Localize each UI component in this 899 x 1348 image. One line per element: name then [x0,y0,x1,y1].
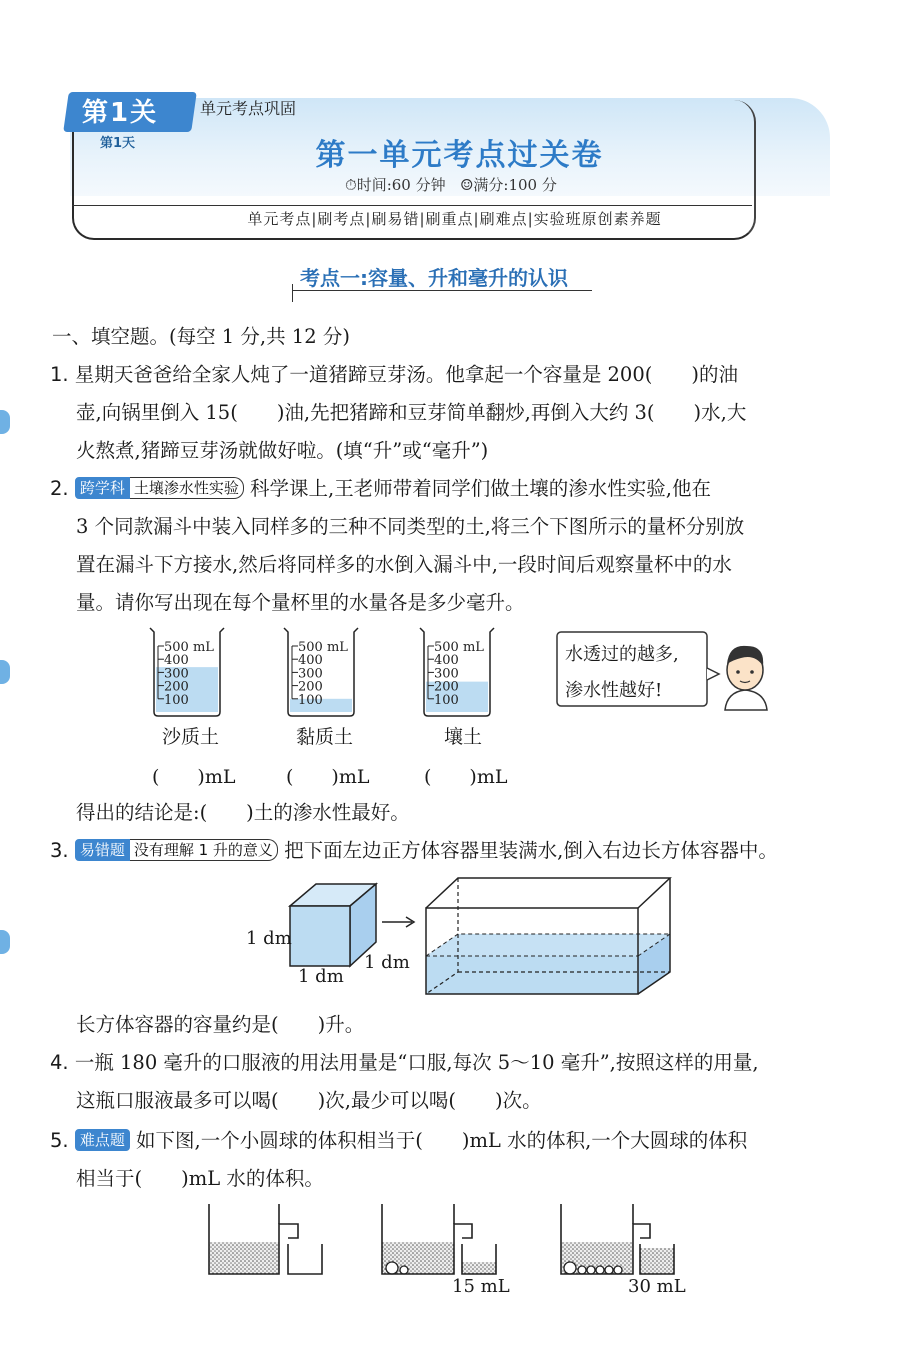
q2-text1: 科学课上,王老师带着同学们做土壤的渗水性实验,他在 [250,477,711,500]
cup-scale-label: 500 mL [164,640,214,655]
cube-depth-label: 1 dm [364,952,410,973]
cup-scale-label: 300 [434,666,459,682]
q3-number: 3. [50,839,69,862]
cup-scale-label: 100 [164,692,189,708]
point-title: 考点一:容量、升和毫升的认识 [300,266,568,290]
overflow-figure-2 [382,1204,496,1274]
measuring-cup-3 [420,628,494,716]
cup-scale-label: 300 [164,666,189,682]
side-marker [0,660,10,684]
cup-scale-label: 500 mL [298,640,348,655]
cup2-label: 黏质土 [296,726,354,748]
speech-line1: 水透过的越多, [565,644,679,665]
q2-conclusion: 得出的结论是:( )土的渗水性最好。 [76,801,410,824]
score-label: 满分:100 分 [473,176,557,194]
level-badge-text: 第1关 [82,98,159,128]
q1-line1 [50,356,738,394]
q1-line3: 火熬煮,猪蹄豆芽汤就做好啦。(填“升”或“毫升”) [76,439,489,462]
q1-text1: 星期天爸爸给全家人炖了一道猪蹄豆芽汤。他拿起一个容量是 200( )的油 [74,363,738,386]
page-title: 第一单元考点过关卷 [315,138,604,173]
q4-line1 [50,1044,759,1082]
cup1-answer: ( )mL [152,766,236,788]
cup-scale-label: 500 mL [434,640,484,655]
cup3-answer: ( )mL [424,766,508,788]
q2-line2: 3 个同款漏斗中装入同样多的三种不同类型的土,将三个下图所示的量杯分别放 [76,515,745,538]
cup-scale-label: 300 [298,666,323,682]
section-heading: 一、填空题。(每空 1 分,共 12 分) [52,325,350,348]
big-ball [564,1262,576,1274]
q2-number: 2. [50,477,69,500]
small-ball [605,1266,613,1274]
q5-text1: 如下图,一个小圆球的体积相当于( )mL 水的体积,一个大圆球的体积 [136,1129,748,1152]
overflow-figure-1 [209,1204,322,1274]
cup-scale-label: 200 [298,679,323,695]
cup-scale-label: 400 [434,653,459,669]
q5-line1 [50,1122,747,1160]
q3-tag-topic: 没有理解 1 升的意义 [130,839,278,861]
cuboid-container [426,878,670,994]
speech-tail [707,668,719,680]
tags-line: 单元考点|刷考点|刷易错|刷重点|刷难点|实验班原创素养题 [247,210,662,228]
clock-icon: ⏱ [345,176,357,194]
cup1-label: 沙质土 [162,726,220,748]
q2-line4: 量。请你写出现在每个量杯里的水量各是多少毫升。 [76,591,525,614]
q1-number: 1. [50,363,69,386]
q3-answer: 长方体容器的容量约是( )升。 [76,1013,365,1036]
q2-line3: 置在漏斗下方接水,然后将同样多的水倒入漏斗中,一段时间后观察量杯中的水 [76,553,732,576]
q3-text1: 把下面左边正方体容器里装满水,倒入右边长方体容器中。 [284,839,778,862]
q2-tag-subject: 跨学科 [75,477,130,499]
point-tick [292,284,293,302]
q4-text1: 一瓶 180 毫升的口服液的用法用量是“口服,每次 5～10 毫升”,按照这样的用量, [74,1051,759,1074]
big-ball [386,1262,398,1274]
q5-number: 5. [50,1129,69,1152]
q5-tag-type: 难点题 [75,1129,130,1151]
cup-scale-label: 200 [434,679,459,695]
q2-tag-topic: 土壤渗水性实验 [130,477,244,499]
measuring-cup-1 [150,628,224,716]
overflow-figure-3 [561,1204,674,1274]
day-label: 第1天 [100,136,136,151]
cup-scale-label: 400 [298,653,323,669]
small-ball [578,1266,586,1274]
point-underline [292,290,592,291]
arrow-icon [382,917,414,927]
small-ball [587,1266,595,1274]
cup3-label: 壤土 [444,726,483,748]
small-ball [596,1266,604,1274]
overflow-figures [200,1200,700,1284]
cup-scale-label: 200 [164,679,189,695]
time-label: 时间:60 分钟 [356,176,446,194]
boy-icon [725,646,767,710]
cube-height-label: 1 dm [246,928,292,949]
small-ball [400,1266,408,1274]
divider [72,205,752,206]
measuring-cup-2 [284,628,358,716]
exam-meta [345,174,557,195]
unit-tag: 单元考点巩固 [200,99,297,118]
measuring-cups [140,620,560,720]
small-ball [614,1266,622,1274]
cup-scale-label: 400 [164,653,189,669]
cup-scale-label: 100 [298,692,323,708]
cup-scale-label: 100 [434,692,459,708]
vol-label-30: 30 mL [628,1276,686,1297]
cup2-answer: ( )mL [286,766,370,788]
q3-tag-type: 易错题 [75,839,130,861]
q5-line2: 相当于( )mL 水的体积。 [76,1167,324,1190]
cube-width-label: 1 dm [298,966,344,987]
q1-line2: 壶,向锅里倒入 15( )油,先把猪蹄和豆芽简单翻炒,再倒入大约 3( )水,大 [76,401,747,424]
speech-line2: 渗水性越好! [565,680,663,701]
side-marker [0,930,10,954]
q3-line1 [50,832,778,870]
q2-line1 [50,470,711,508]
score-icon: ☺ [459,176,474,194]
q4-line2: 这瓶口服液最多可以喝( )次,最少可以喝( )次。 [76,1089,542,1112]
side-marker [0,410,10,434]
vol-label-15: 15 mL [452,1276,510,1297]
q4-number: 4. [50,1051,69,1074]
